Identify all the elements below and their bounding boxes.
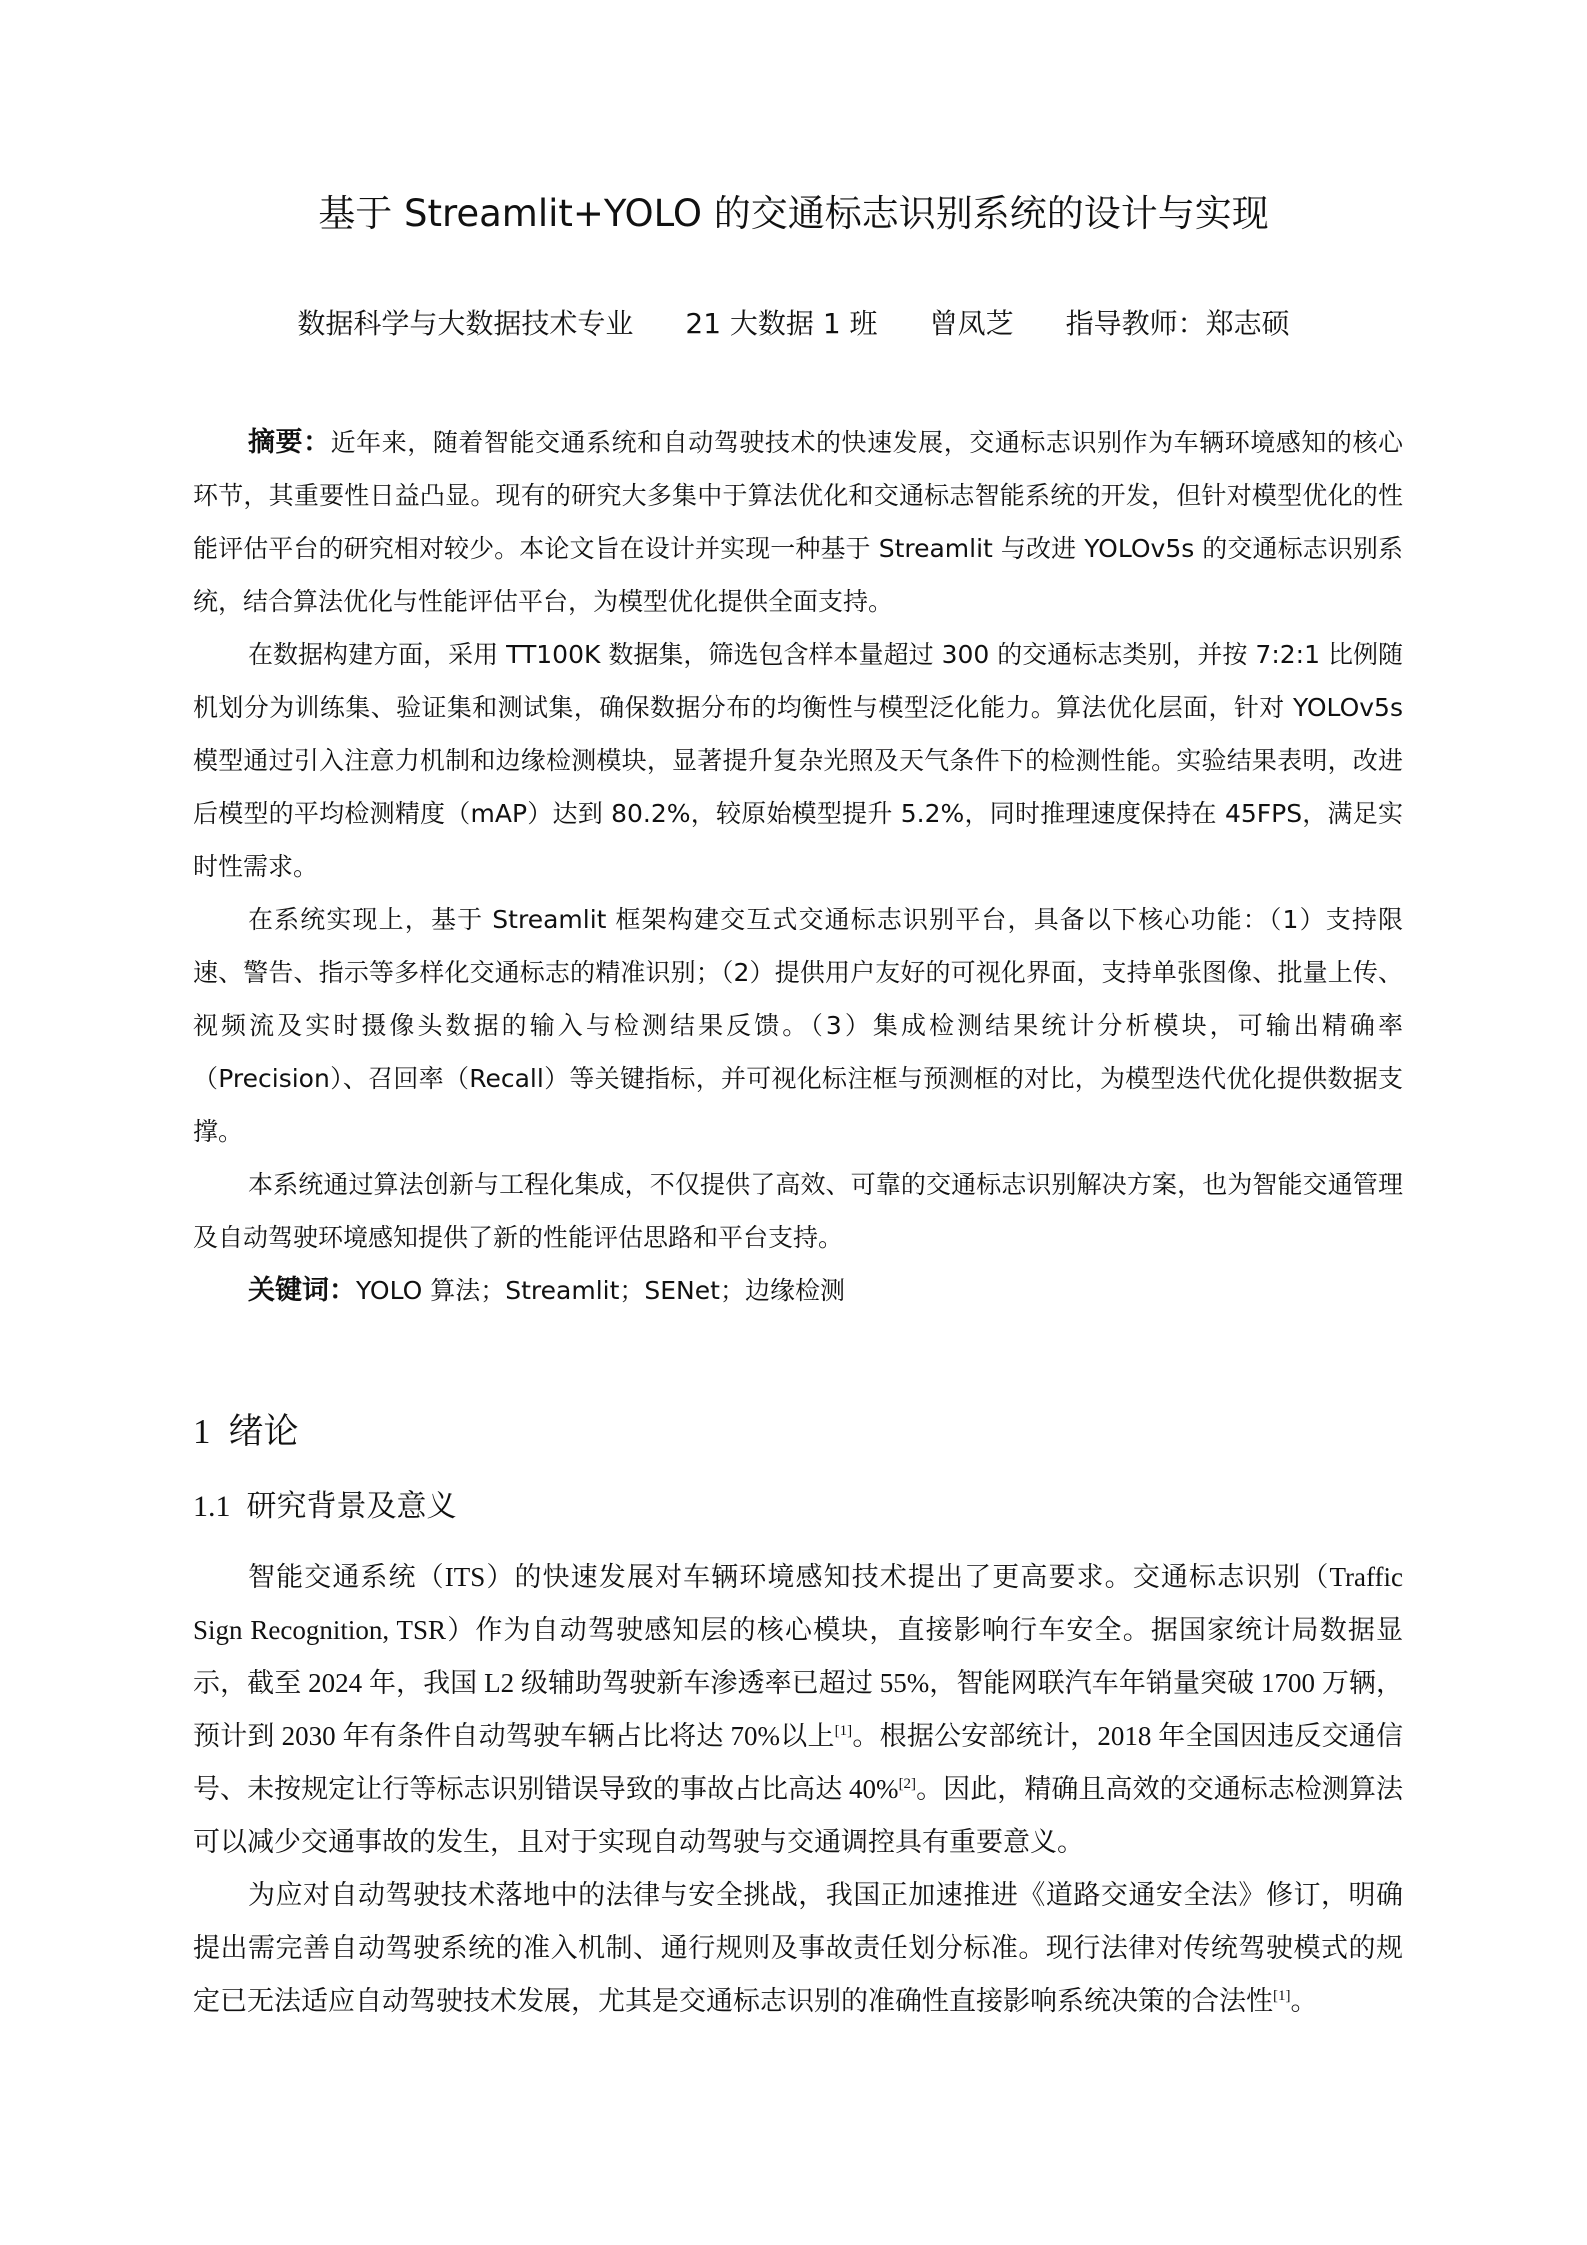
body-paragraph [193,1551,1403,1869]
citation-ref[interactable]: [2] [898,1776,917,1792]
abstract-text: 近年来，随着智能交通系统和自动驾驶技术的快速发展，交通标志识别作为车辆环境感知的核心环节，其重要性日益凸显。现有的研究大多集中于算法优化和交通标志智能系统的开发，但针对模型优化的性能评估平台的研究相对较少。本论文旨在设计并实现一种基于 Streamlit 与改进 YOLOv5s 的交通标志识别系统，结合算法优化与性能评估平台，为模型优化提供全面支持。 [193,428,1403,616]
abstract-label: 摘要： [248,427,331,458]
author-major: 数据科学与大数据技术专业 [297,307,634,340]
keywords-text: YOLO 算法；Streamlit；SENet；边缘检测 [356,1276,845,1305]
abstract-paragraph: 在数据构建方面，采用 TT100K 数据集，筛选包含样本量超过 300 的交通标志类别，并按 7:2:1 比例随机划分为训练集、验证集和测试集，确保数据分布的均衡性与模型泛化能力。算法优化层面，针对 YOLOv5s 模型通过引入注意力机制和边缘检测模块，显著提升复杂光照及天气条件下的检测性能。实验结果表明，改进后模型的平均检测精度（mAP）达到 80.2%，较原始模型提升 5.2%，同时推理速度保持在 45FPS，满足实时性需求。 [193,640,1403,881]
section-number: 1 [193,1412,211,1451]
abstract-paragraph: 本系统通过算法创新与工程化集成，不仅提供了高效、可靠的交通标志识别解决方案，也为智能交通管理及自动驾驶环境感知提供了新的性能评估思路和平台支持。 [193,1170,1403,1252]
abstract-paragraph: 在系统实现上，基于 Streamlit 框架构建交互式交通标志识别平台，具备以下核心功能：（1）支持限速、警告、指示等多样化交通标志的精准识别；（2）提供用户友好的可视化界面，支持单张图像、批量上传、视频流及实时摄像头数据的输入与检测结果反馈。（3）集成检测结果统计分析模块，可输出精确率（Precision）、召回率（Recall）等关键指标，并可视化标注框与预测框的对比，为模型迭代优化提供数据支撑。 [193,905,1403,1146]
section-heading-1 [193,1408,299,1456]
body-text [193,1551,1403,2028]
body-text-run: 。根据公安部统计，2018 年全国因违反交通信号、未按规定让行等标志识别错误导致的事故占比高达 40% [193,1721,1403,1804]
abstract-paragraph [193,416,1403,628]
author-advisor: 指导教师：郑志硕 [1065,307,1290,340]
body-text-run: 为应对自动驾驶技术落地中的法律与安全挑战，我国正加速推进《道路交通安全法》修订，明确提出需完善自动驾驶系统的准入机制、通行规则及事故责任划分标准。现行法律对传统驾驶模式的规定已无法适应自动驾驶技术发展，尤其是交通标志识别的准确性直接影响系统决策的合法性 [193,1880,1403,2016]
citation-ref[interactable]: [1] [1273,1988,1291,2004]
section-title: 绪论 [228,1412,299,1451]
paper-title: 基于 Streamlit+YOLO 的交通标志识别系统的设计与实现 [318,192,1269,235]
body-text-run: 智能交通系统（ITS）的快速发展对车辆环境感知技术提出了更高要求。交通标志识别（Traffic Sign Recognition, TSR）作为自动驾驶感知层的核心模块，直接影响行车安全。据国家统计局数据显示，截至 2024 年，我国 L2 级辅助驾驶新车渗透率已超过 55%，智能网联汽车年销量突破 1700 万辆，预计到 2030 年有条件自动驾驶车辆占比将达 70%以上 [193,1562,1403,1751]
author-class: 21 大数据 1 班 [685,307,878,340]
abstract [193,416,1403,1317]
body-text-run: 。因此，精确且高效的交通标志检测算法可以减少交通事故的发生，且对于实现自动驾驶与交通调控具有重要意义。 [193,1774,1404,1857]
author-name: 曾凤芝 [929,307,1014,340]
body-text-run: 。 [1290,1986,1318,2016]
subsection-heading-1-1 [193,1486,457,1528]
author-line [0,304,1587,344]
subsection-title: 研究背景及意义 [246,1490,457,1523]
subsection-number: 1.1 [193,1490,231,1523]
body-paragraph [193,1869,1403,2028]
keywords-label: 关键词： [248,1275,356,1306]
citation-ref[interactable]: [1] [834,1723,853,1739]
keywords [193,1264,1403,1317]
